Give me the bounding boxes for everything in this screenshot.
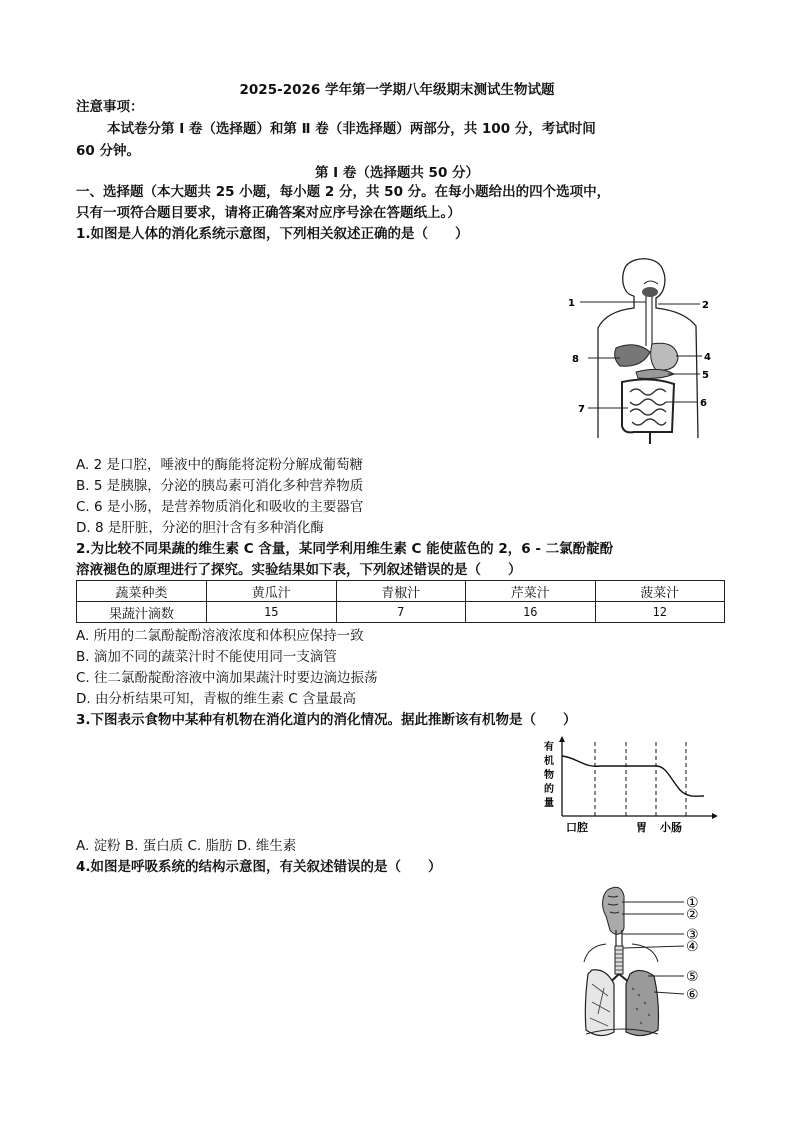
respiratory-label-5: ⑤: [686, 969, 699, 985]
digestive-label-7: 7: [578, 404, 585, 415]
notice-line-2: 60 分钟。: [76, 143, 140, 159]
vitamin-c-table: [76, 580, 725, 623]
digestive-label-2: 2: [702, 300, 709, 311]
section-instructions-1: 一、选择题（本大题共 25 小题，每小题 2 分，共 50 分。在每小题给出的四个选项中，: [76, 184, 611, 200]
table-cell: 16: [466, 602, 596, 623]
respiratory-system-figure: [578, 884, 718, 1044]
notice-line-1: 本试卷分第 Ⅰ 卷（选择题）和第 Ⅱ 卷（非选择题）两部分，共 100 分，考试时间: [107, 121, 596, 137]
q2-option-a: A. 所用的二氯酚靛酚溶液浓度和体积应保持一致: [76, 628, 364, 644]
q1-option-d: D. 8 是肝脏，分泌的胆汁含有多种消化酶: [76, 520, 324, 536]
q1-option-b: B. 5 是胰腺，分泌的胰岛素可消化多种营养物质: [76, 478, 364, 494]
table-row-label: 果蔬汁滴数: [77, 602, 207, 623]
table-cell: 12: [595, 602, 725, 623]
table-column-header: 青椒汁: [336, 581, 466, 602]
digestive-label-5: 5: [702, 370, 709, 381]
q2-option-c: C. 往二氯酚靛酚溶液中滴加果蔬汁时要边滴边振荡: [76, 670, 378, 686]
q2-stem-2: 溶液褪色的原理进行了探究。实验结果如下表，下列叙述错误的是（ ）: [76, 562, 522, 578]
graph-xlabel-stomach: 胃: [636, 821, 647, 834]
digestive-label-4: 4: [704, 352, 711, 363]
table-header-label: 蔬菜种类: [77, 581, 207, 602]
q1-stem: 1.如图是人体的消化系统示意图，下列相关叙述正确的是（ ）: [76, 226, 469, 242]
q2-option-b: B. 滴加不同的蔬菜汁时不能使用同一支滴管: [76, 649, 337, 665]
table-column-header: 黄瓜汁: [207, 581, 337, 602]
graph-ylabel-5: 量: [544, 798, 554, 809]
digestive-label-8: 8: [572, 354, 579, 365]
graph-xlabel-mouth: 口腔: [566, 821, 588, 834]
graph-ylabel-2: 机: [544, 756, 554, 767]
digestive-label-1: 1: [568, 298, 575, 309]
notice-heading: 注意事项：: [76, 99, 144, 115]
respiratory-label-2: ②: [686, 907, 699, 923]
q1-option-a: A. 2 是口腔，唾液中的酶能将淀粉分解成葡萄糖: [76, 457, 363, 473]
digestion-graph: [540, 736, 720, 836]
table-cell: 7: [336, 602, 466, 623]
q2-stem-1: 2.为比较不同果蔬的维生素 C 含量，某同学利用维生素 C 能使蓝色的 2，6 - 二氯酚靛酚: [76, 541, 614, 557]
graph-xlabel-small-intestine: 小肠: [660, 821, 682, 834]
table-cell: 15: [207, 602, 337, 623]
q3-options: A. 淀粉 B. 蛋白质 C. 脂肪 D. 维生素: [76, 838, 297, 854]
q4-stem: 4.如图是呼吸系统的结构示意图，有关叙述错误的是（ ）: [76, 859, 442, 875]
graph-ylabel-3: 物: [544, 770, 554, 781]
respiratory-label-1: ①: [686, 895, 699, 911]
section-heading: 第 Ⅰ 卷（选择题共 50 分）: [314, 165, 480, 181]
graph-ylabel-4: 的: [544, 784, 554, 795]
page-title: 2025-2026 学年第一学期八年级期末测试生物试题: [239, 82, 555, 98]
digestive-system-figure: [564, 256, 714, 446]
table-row: [77, 602, 725, 623]
respiratory-label-4: ④: [686, 939, 699, 955]
respiratory-label-6: ⑥: [686, 987, 699, 1003]
digestive-label-6: 6: [700, 398, 707, 409]
section-instructions-2: 只有一项符合题目要求，请将正确答案对应序号涂在答题纸上。）: [76, 205, 461, 221]
respiratory-label-3: ③: [686, 927, 699, 943]
q1-option-c: C. 6 是小肠，是营养物质消化和吸收的主要器官: [76, 499, 364, 515]
graph-ylabel-1: 有: [544, 742, 554, 753]
q2-option-d: D. 由分析结果可知，青椒的维生素 C 含量最高: [76, 691, 356, 707]
q3-stem: 3.下图表示食物中某种有机物在消化道内的消化情况。据此推断该有机物是（ ）: [76, 712, 577, 728]
table-column-header: 芹菜汁: [466, 581, 596, 602]
table-header-row: [77, 581, 725, 602]
table-column-header: 菠菜汁: [595, 581, 725, 602]
